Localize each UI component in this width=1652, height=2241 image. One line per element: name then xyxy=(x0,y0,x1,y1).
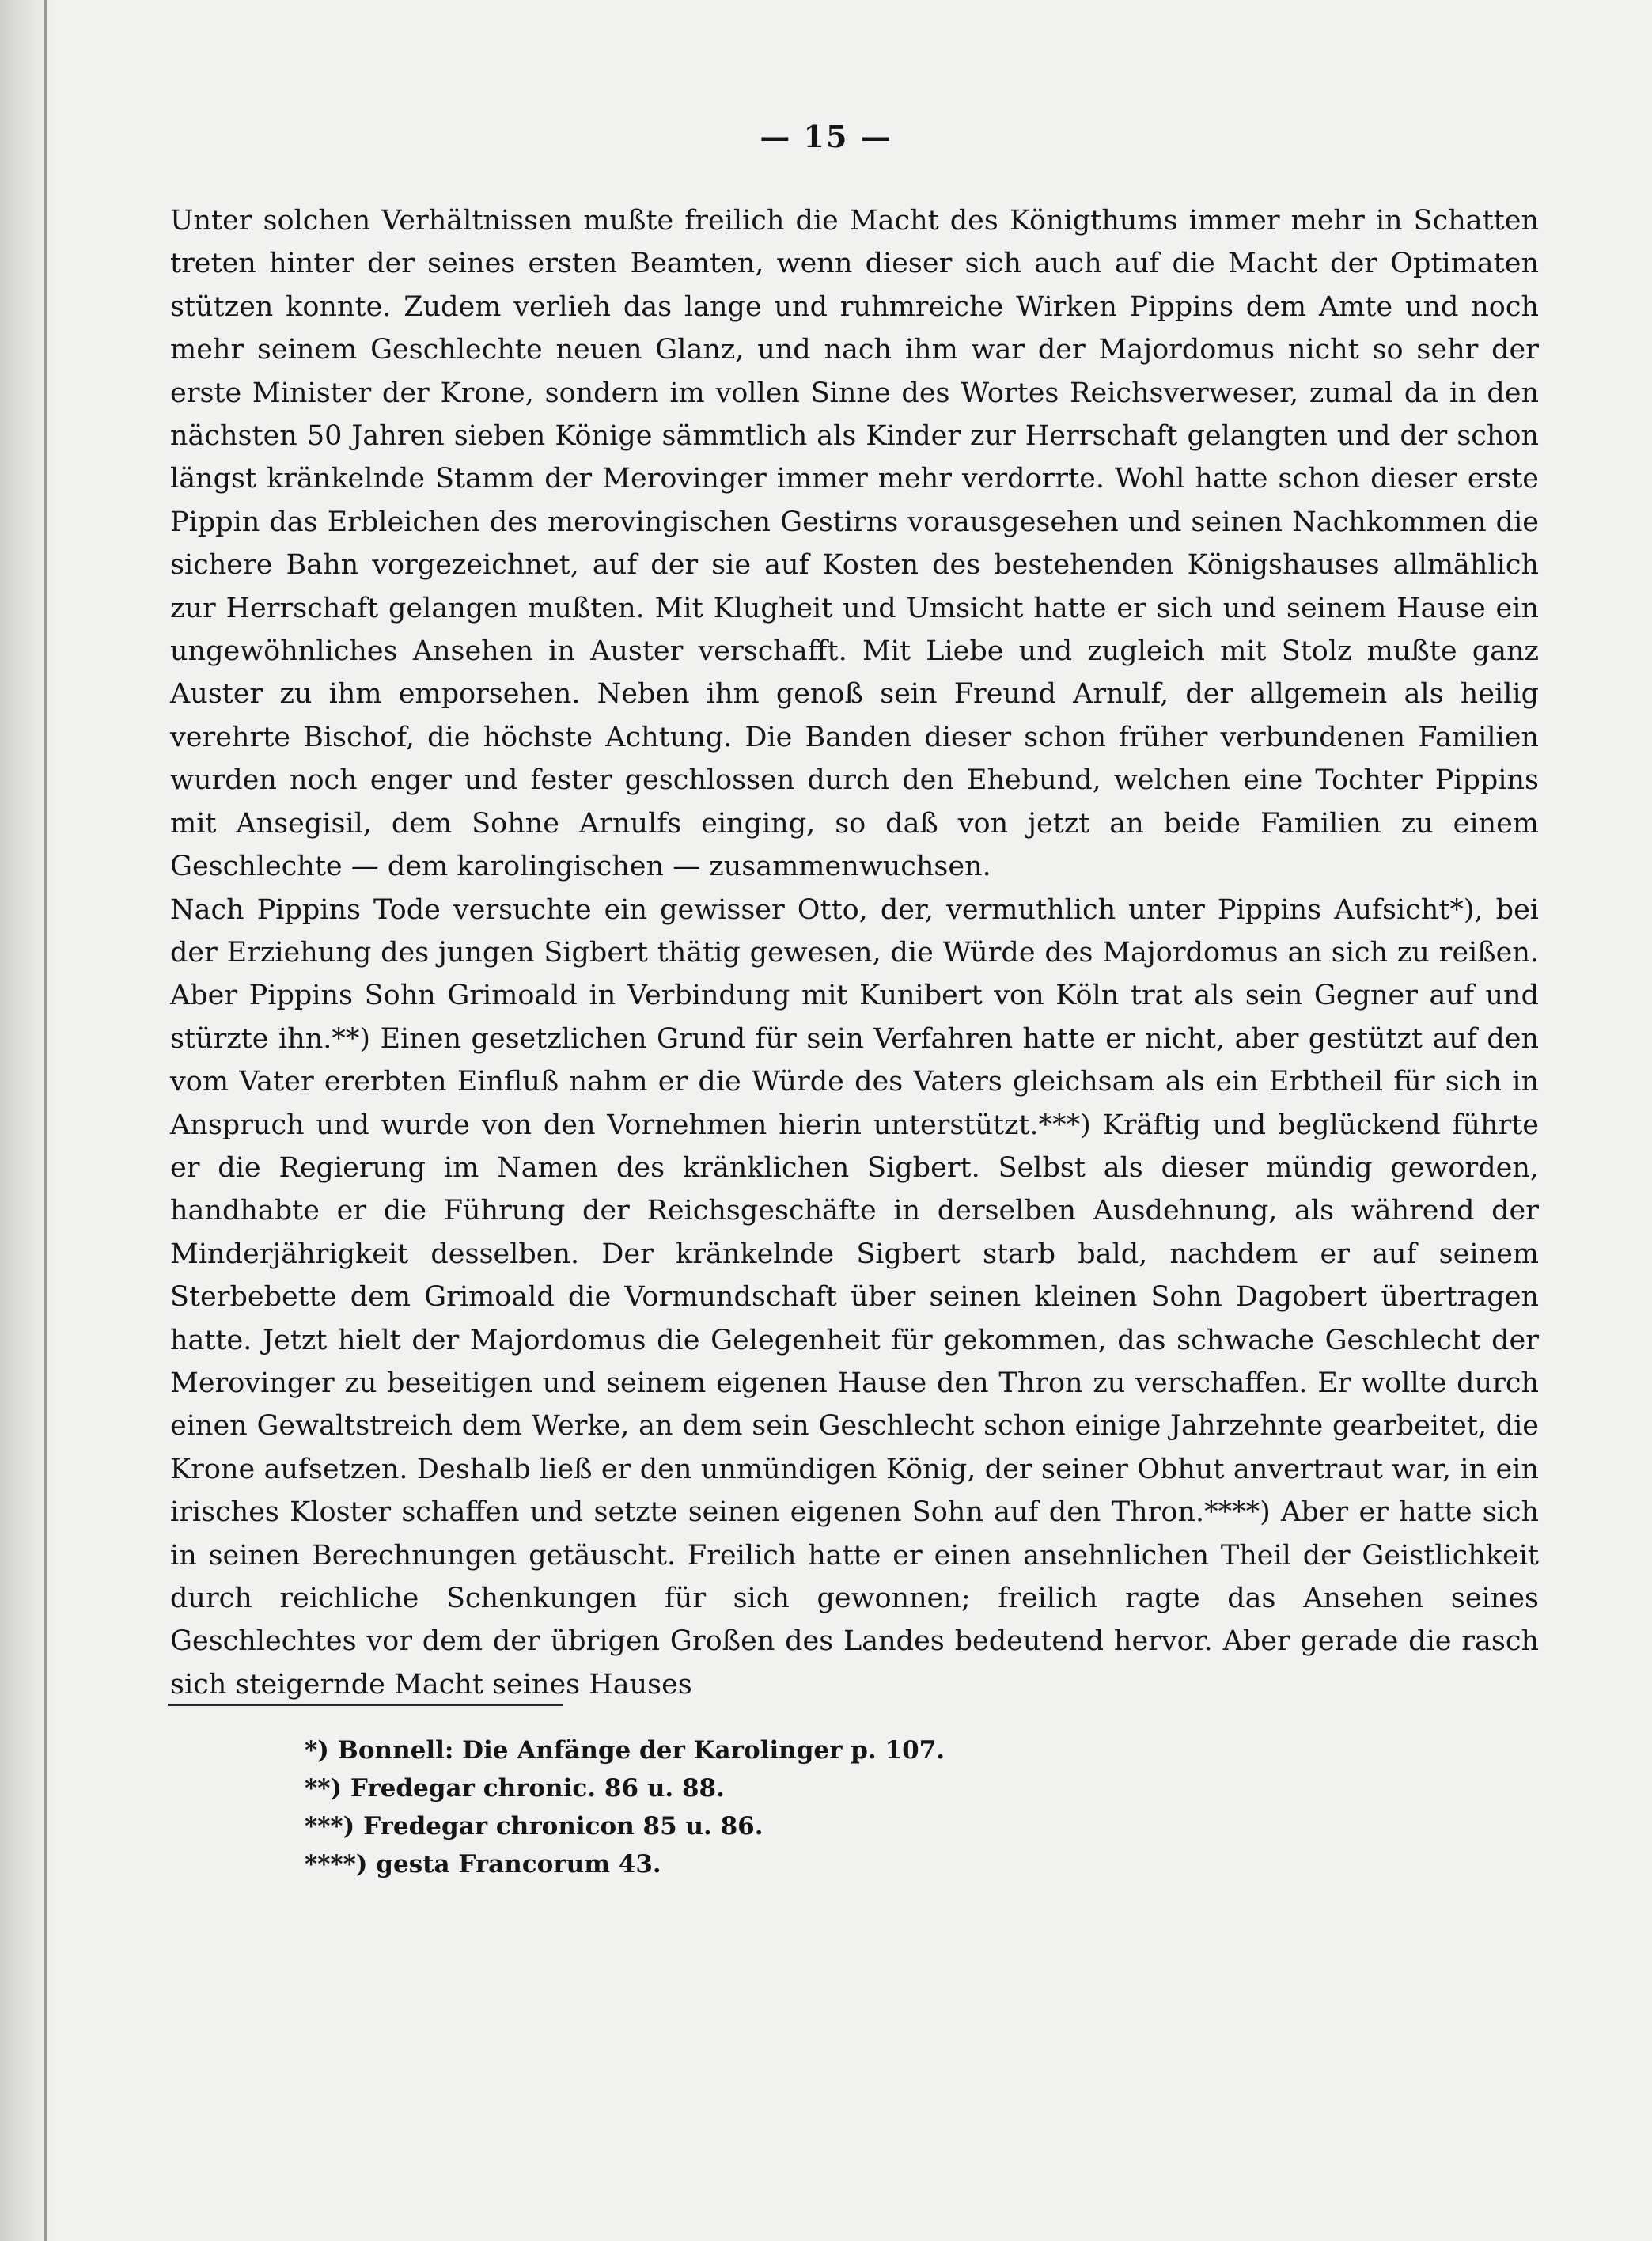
main-text xyxy=(170,199,1539,1706)
paragraph-1: Unter solchen Verhältnissen mußte freilich die Macht des Königthums immer mehr in Schatten treten hinter der seines ersten Beamten, wenn dieser sich auch auf die Macht der Optimaten stützen konnte. Zudem verlieh das lange und ruhmreiche Wirken Pippins dem Amte und noch mehr seinem Geschlechte neuen Glanz, und nach ihm war der Majordomus nicht so sehr der erste Minister der Krone, sondern im vollen Sinne des Wortes Reichsverweser, zumal da in den nächsten 50 Jahren sieben Könige sämmtlich als Kinder zur Herrschaft gelangten und der schon längst kränkelnde Stamm der Merovinger immer mehr verdorrte. Wohl hatte schon dieser erste Pippin das Erbleichen des merovingischen Gestirns vorausgesehen und seinen Nachkommen die sichere Bahn vorgezeichnet, auf der sie auf Kosten des bestehenden Königshauses allmählich zur Herrschaft gelangen mußten. Mit Klugheit und Umsicht hatte er sich und seinem Hause ein ungewöhnliches Ansehen in Auster verschafft. Mit Liebe und zugleich mit Stolz mußte ganz Auster zu ihm emporsehen. Neben ihm genoß sein Freund Arnulf, der allgemein als heilig verehrte Bischof, die höchste Achtung. Die Banden dieser schon früher verbundenen Familien wurden noch enger und fester geschlossen durch den Ehebund, welchen eine Tochter Pippins mit Ansegisil, dem Sohne Arnulfs einging, so daß von jetzt an beide Familien zu einem Geschlechte — dem karolingischen — zusammenwuchsen. xyxy=(170,205,1539,883)
footnote-4: ****) gesta Francorum 43. xyxy=(305,1850,661,1879)
footnote-2: **) Fredegar chronic. 86 u. 88. xyxy=(305,1774,725,1803)
footnote-1: *) Bonnell: Die Anfänge der Karolinger p. 107. xyxy=(305,1736,945,1765)
page-gutter-shadow xyxy=(0,0,55,2241)
page-binding-edge xyxy=(44,0,47,2241)
footnotes xyxy=(305,1731,1254,1883)
footnote-separator-rule xyxy=(168,1704,563,1706)
paragraph-2: Nach Pippins Tode versuchte ein gewisser Otto, der, vermuthlich unter Pippins Aufsicht*), bei der Erziehung des jungen Sigbert thätig gewesen, die Würde des Majordomus an sich zu reißen. Aber Pippins Sohn Grimoald in Verbindung mit Kunibert von Köln trat als sein Gegner auf und stürzte ihn.**) Einen gesetzlichen Grund für sein Verfahren hatte er nicht, aber gestützt auf den vom Vater ererbten Einfluß nahm er die Würde des Vaters gleichsam als ein Erbtheil für sich in Anspruch und wurde von den Vornehmen hierin unterstützt.***) Kräftig und beglückend führte er die Regierung im Namen des kränklichen Sigbert. Selbst als dieser mündig geworden, handhabte er die Führung der Reichsgeschäfte in derselben Ausdehnung, als während der Minderjährigkeit desselben. Der kränkelnde Sigbert starb bald, nachdem er auf seinem Sterbebette dem Grimoald die Vormundschaft über seinen kleinen Sohn Dagobert übertragen hatte. Jetzt hielt der Majordomus die Gelegenheit für gekommen, das schwache Geschlecht der Merovinger zu beseitigen und seinem eigenen Hause den Thron zu verschaffen. Er wollte durch einen Gewaltstreich dem Werke, an dem sein Geschlecht schon einige Jahrzehnte gearbeitet, die Krone aufsetzen. Deshalb ließ er den unmündigen König, der seiner Obhut anvertraut war, in ein irisches Kloster schaffen und setzte seinen eigenen Sohn auf den Thron.****) Aber er hatte sich in seinen Berechnungen getäuscht. Freilich hatte er einen ansehnlichen Theil der Geistlichkeit durch reichliche Schenkungen für sich gewonnen; freilich ragte das Ansehen seines Geschlechtes vor dem der übrigen Großen des Landes bedeutend hervor. Aber gerade die rasch sich steigernde Macht seines Hauses xyxy=(170,893,1539,1701)
page-number: — 15 — xyxy=(760,119,892,154)
footnote-3: ***) Fredegar chronicon 85 u. 86. xyxy=(305,1812,763,1841)
